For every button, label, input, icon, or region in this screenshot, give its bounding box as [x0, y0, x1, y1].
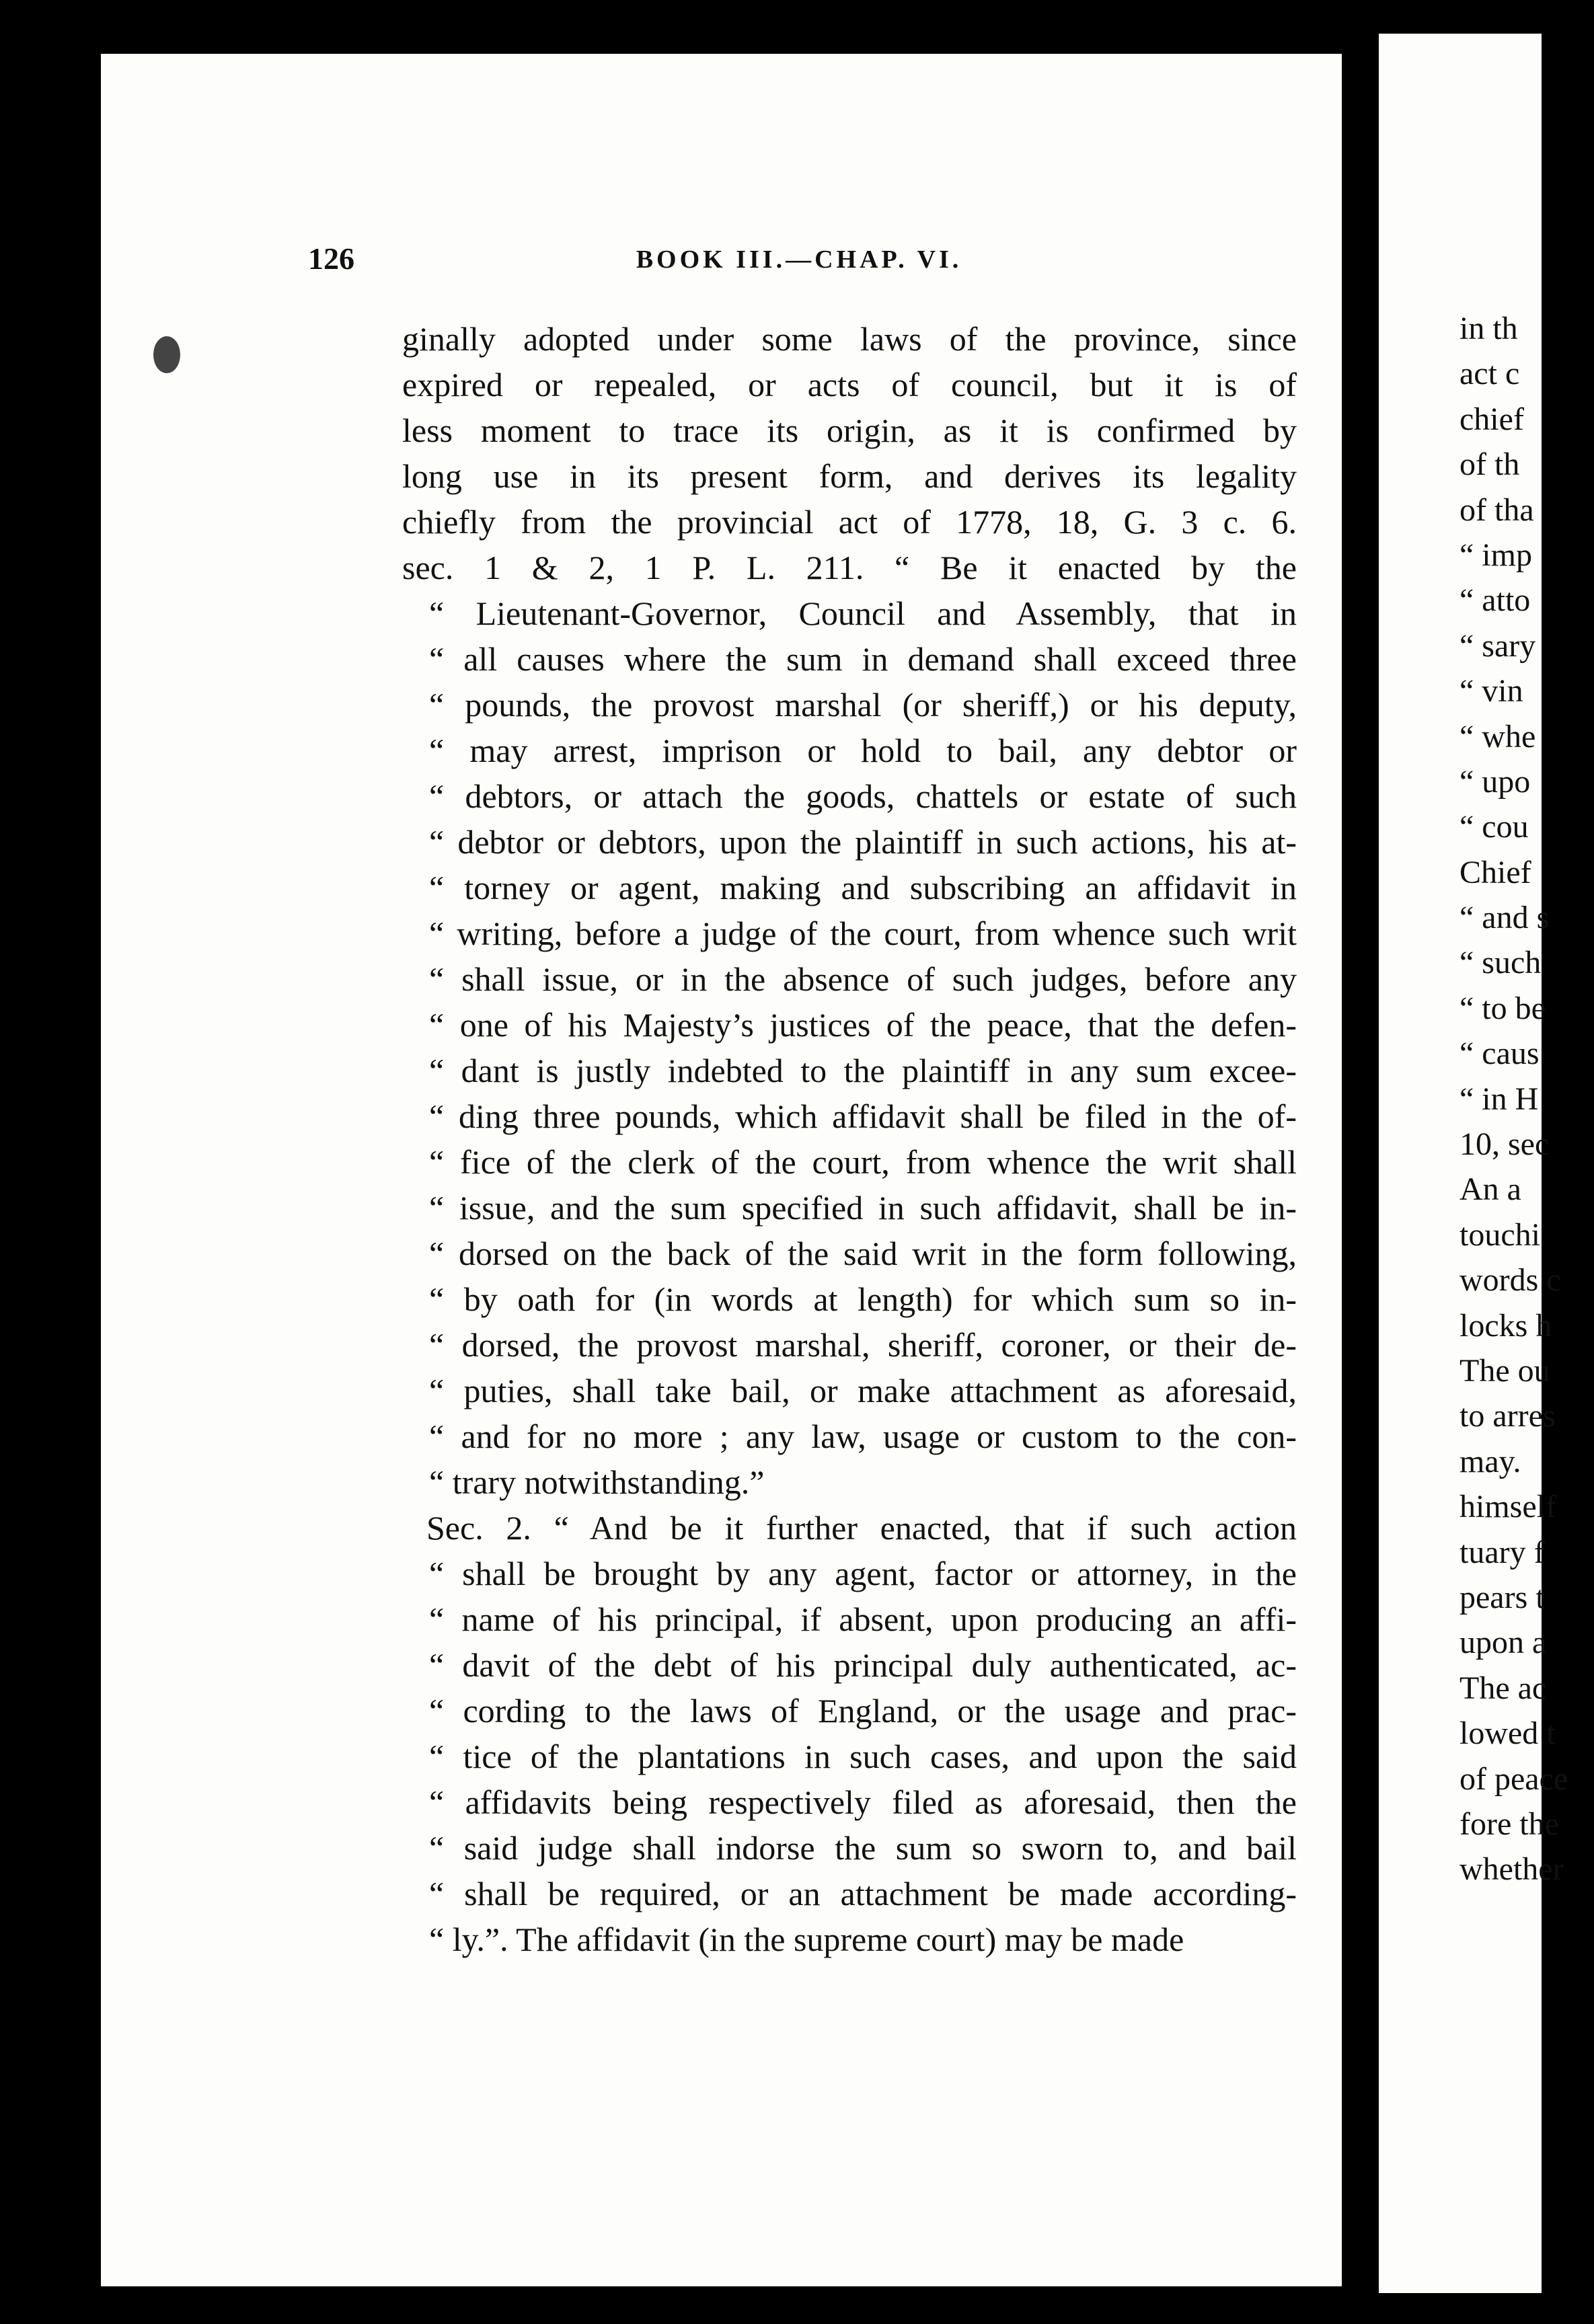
text-line: “ dorsed on the back of the said writ in the form following,: [429, 1235, 1297, 1272]
page-number: 126: [308, 241, 354, 276]
text-line: ginally adopted under some laws of the province, since: [402, 320, 1297, 358]
text-line-fragment: whether: [1459, 1851, 1564, 1888]
text-line: “ fice of the clerk of the court, from whence the writ shall: [429, 1143, 1297, 1181]
text-line: “ writing, before a judge of the court, from whence such writ: [429, 915, 1297, 952]
text-line-fragment: lowed t: [1459, 1715, 1556, 1752]
text-line: “ may arrest, imprison or hold to bail, any debtor or: [429, 732, 1297, 769]
text-line-fragment: “ upo: [1459, 763, 1531, 800]
text-line-fragment: to arres: [1459, 1398, 1556, 1434]
text-line-fragment: “ vin: [1459, 673, 1523, 709]
text-line: “ said judge shall indorse the sum so sworn to, and bail: [429, 1829, 1297, 1867]
text-line-fragment: An a: [1459, 1171, 1521, 1208]
running-head: BOOK III.—CHAP. VI.: [636, 245, 962, 274]
text-line: “ shall issue, or in the absence of such judges, before any: [429, 960, 1297, 998]
text-line: less moment to trace its origin, as it is confirmed by: [402, 412, 1297, 449]
text-line: “ ding three pounds, which affidavit shall be filed in the of-: [429, 1097, 1297, 1135]
text-line: “ dant is justly indebted to the plaintiff in any sum excee-: [429, 1052, 1297, 1089]
text-line: “ name of his principal, if absent, upon producing an affi-: [429, 1600, 1297, 1638]
text-line-fragment: “ imp: [1459, 537, 1532, 573]
text-line: long use in its present form, and derives its legality: [402, 457, 1297, 495]
text-line: “ by oath for (in words at length) for which sum so in-: [429, 1280, 1297, 1318]
text-line: “ issue, and the sum specified in such affidavit, shall be in-: [429, 1189, 1297, 1227]
text-line: “ puties, shall take bail, or make attachment as aforesaid,: [429, 1372, 1297, 1409]
text-line-fragment: “ such: [1459, 945, 1542, 981]
text-line-fragment: “ cou: [1459, 809, 1529, 845]
text-line: “ one of his Majesty’s justices of the peace, that the defen-: [429, 1006, 1297, 1044]
text-line-fragment: act c: [1459, 356, 1520, 392]
text-line-fragment: fore the: [1459, 1806, 1559, 1842]
text-line-fragment: “ sary: [1459, 627, 1536, 664]
text-line-fragment: “ to be: [1459, 990, 1546, 1026]
text-line-fragment: “ in H: [1459, 1081, 1539, 1117]
text-line-fragment: upon a: [1459, 1625, 1547, 1661]
text-line-fragment: in th: [1459, 311, 1518, 346]
text-line: “ pounds, the provost marshal (or sheriff,) or his deputy,: [429, 686, 1297, 724]
text-line-fragment: pears t: [1459, 1579, 1545, 1615]
text-line-fragment: “ caus: [1459, 1036, 1540, 1072]
text-line: “ cording to the laws of England, or the usage and prac-: [429, 1692, 1297, 1730]
text-line: “ dorsed, the provost marshal, sheriff, coroner, or their de-: [429, 1326, 1297, 1364]
text-line: “ shall be brought by any agent, factor or attorney, in the: [429, 1555, 1297, 1592]
text-line: “ debtors, or attach the goods, chattels or estate of such: [429, 777, 1297, 815]
text-line-fragment: touchi: [1459, 1216, 1540, 1253]
text-line: “ affidavits being respectively filed as aforesaid, then the: [429, 1783, 1297, 1821]
text-line-fragment: himself: [1459, 1489, 1556, 1525]
text-line-fragment: 10, sec: [1459, 1126, 1550, 1163]
text-line-fragment: Chief: [1459, 854, 1531, 890]
text-line: sec. 1 & 2, 1 P. L. 211. “ Be it enacted by the: [402, 549, 1297, 586]
text-line: “ debtor or debtors, upon the plaintiff in such actions, his at-: [429, 823, 1297, 861]
text-line: “ torney or agent, making and subscribing an affidavit in: [429, 869, 1297, 906]
text-line-fragment: tuary f: [1459, 1534, 1545, 1570]
page-header: [308, 241, 1290, 288]
text-line-fragment: of th: [1459, 447, 1520, 483]
text-line: “ and for no more ; any law, usage or custom to the con-: [429, 1418, 1297, 1455]
text-line-fragment: “ atto: [1459, 582, 1531, 619]
text-line: “ all causes where the sum in demand shall exceed three: [429, 640, 1297, 678]
text-line: “ ly.”. The affidavit (in the supreme court) may be made: [429, 1921, 1184, 1958]
text-line: “ trary notwithstanding.”: [429, 1463, 765, 1501]
text-line: “ shall be required, or an attachment be made according-: [429, 1875, 1297, 1912]
text-line-fragment: The ac: [1459, 1670, 1547, 1706]
text-line: chiefly from the provincial act of 1778, 18, G. 3 c. 6.: [402, 503, 1297, 541]
text-line: Sec. 2. “ And be it further enacted, that if such action: [426, 1509, 1297, 1547]
text-line-fragment: of peace: [1459, 1760, 1568, 1797]
text-line: “ Lieutenant-Governor, Council and Assembly, that in: [429, 594, 1297, 632]
text-line-fragment: may.: [1459, 1443, 1521, 1479]
body-text: [402, 316, 1297, 1962]
text-line-fragment: The ou: [1459, 1352, 1550, 1389]
text-line: “ davit of the debt of his principal duly authenticated, ac-: [429, 1646, 1297, 1684]
text-line-fragment: “ whe: [1459, 718, 1536, 754]
right-page-text: [1459, 306, 1594, 1892]
text-line-fragment: locks h: [1459, 1307, 1552, 1344]
text-line-fragment: chief: [1459, 401, 1524, 437]
text-line: expired or repealed, or acts of council, but it is of: [402, 366, 1297, 403]
ink-speck: [153, 336, 180, 373]
text-line-fragment: “ and s: [1459, 900, 1550, 936]
text-line-fragment: words c: [1459, 1262, 1561, 1299]
text-line: “ tice of the plantations in such cases, and upon the said: [429, 1738, 1297, 1775]
text-line-fragment: of tha: [1459, 492, 1534, 528]
